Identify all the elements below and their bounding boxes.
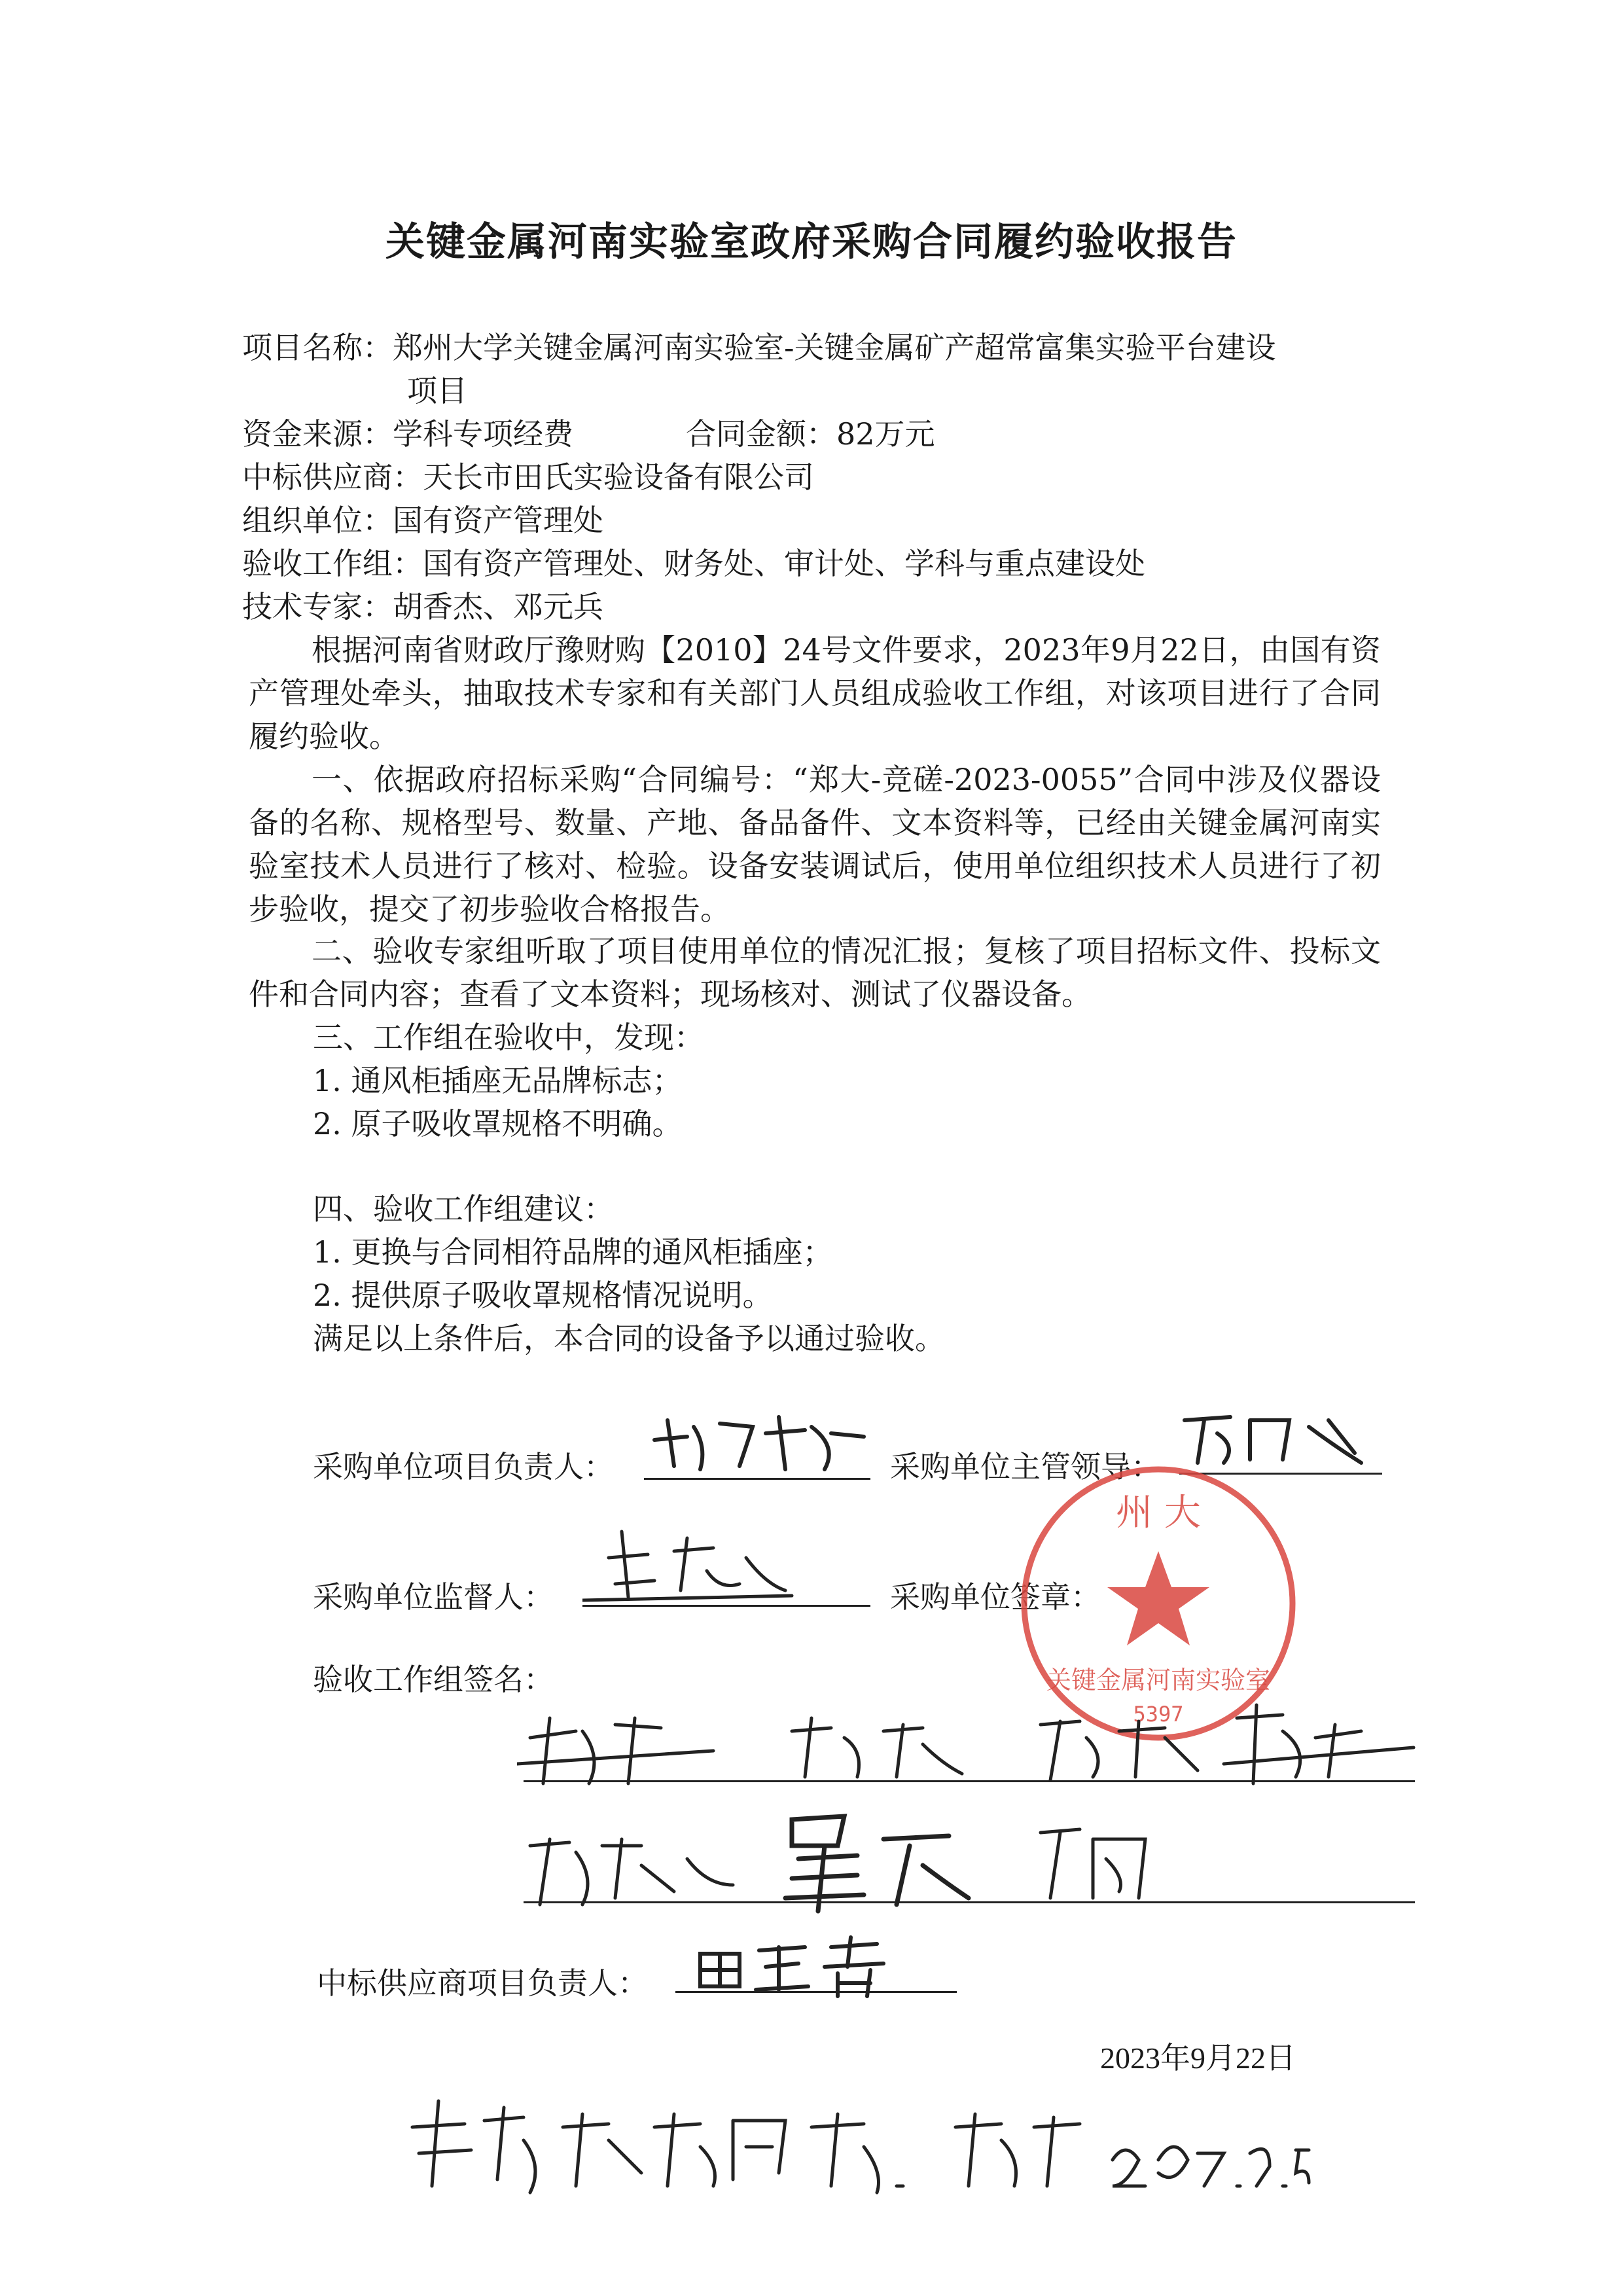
svg-text:5397: 5397 <box>1133 1702 1184 1727</box>
supervisor-leader-label: 采购单位主管领导： <box>890 1449 1161 1484</box>
monitor-signature <box>582 1518 798 1610</box>
section-4-conclusion: 满足以上条件后，本合同的设备予以通过验收。 <box>313 1321 945 1356</box>
fund-source: 资金来源：学科专项经费 <box>242 416 573 452</box>
contract-amount: 合同金额：82万元 <box>686 416 935 452</box>
section-4-item: 1. 更换与合同相符品牌的通风柜插座； <box>313 1234 833 1270</box>
section-3-heading: 三、工作组在验收中，发现： <box>313 1020 704 1055</box>
group-sign-line-2 <box>524 1901 1415 1903</box>
monitor-label: 采购单位监督人： <box>313 1579 554 1615</box>
group-sign-label: 验收工作组签名： <box>313 1662 554 1697</box>
project-leader-line <box>644 1478 870 1480</box>
intro-paragraph: 根据河南省财政厅豫财购【2010】24号文件要求，2023年9月22日，由国有资产管理处牵头，抽取技术专家和有关部门人员组成验收工作组，对该项目进行了合同履约验收。 <box>249 632 1381 754</box>
supplier-leader-signature <box>694 1928 942 2000</box>
project-leader-label: 采购单位项目负责人： <box>313 1449 614 1484</box>
technical-experts: 技术专家：胡香杰、邓元兵 <box>242 589 603 624</box>
page-title: 关键金属河南实验室政府采购合同履约验收报告 <box>385 219 1238 265</box>
working-group: 验收工作组：国有资产管理处、财务处、审计处、学科与重点建设处 <box>242 546 1145 581</box>
supplier-leader-line <box>675 1991 957 1993</box>
section-3-item: 2. 原子吸收罩规格不明确。 <box>313 1106 683 1141</box>
supplier: 中标供应商：天长市田氏实验设备有限公司 <box>242 459 814 495</box>
section-1-paragraph: 一、依据政府招标采购“合同编号：“郑大-竞磋-2023-0055”合同中涉及仪器设备的名称、规格型号、数量、产地、备品备件、文本资料等，已经由关键金属河南实验室技术人员进行了核对、检验。设备安装调试后，使用单位组织技术人员进行了初步验收，提交了初步验收合格报告。 <box>249 762 1381 927</box>
section-3-item: 1. 通风柜插座无品牌标志； <box>313 1063 683 1098</box>
section-4-heading: 四、验收工作组建议： <box>313 1191 614 1227</box>
section-4-item: 2. 提供原子吸收罩规格情况说明。 <box>313 1278 773 1313</box>
report-date: 2023年9月22日 <box>1100 2041 1296 2075</box>
handwritten-audit-note <box>393 2088 1322 2219</box>
supervisor-leader-signature <box>1178 1401 1374 1473</box>
svg-text:州 大: 州 大 <box>1116 1492 1201 1534</box>
svg-text:关键金属河南实验室: 关键金属河南实验室 <box>1046 1666 1271 1695</box>
seal-label: 采购单位签章： <box>890 1579 1101 1615</box>
supervisor-leader-line <box>1179 1473 1382 1475</box>
project-leader-signature <box>648 1407 870 1479</box>
project-name: 项目名称：郑州大学关键金属河南实验室-关键金属矿产超常富集实验平台建设 <box>242 330 1276 365</box>
organizer: 组织单位：国有资产管理处 <box>242 503 603 538</box>
project-name-continued: 项目 <box>407 373 467 408</box>
group-sign-line-1 <box>524 1780 1415 1782</box>
monitor-line <box>582 1605 870 1607</box>
section-2-paragraph: 二、验收专家组听取了项目使用单位的情况汇报；复核了项目招标文件、投标文件和合同内容；查看了文本资料；现场核对、测试了仪器设备。 <box>249 933 1381 1012</box>
supplier-leader-label: 中标供应商项目负责人： <box>317 1965 648 2001</box>
